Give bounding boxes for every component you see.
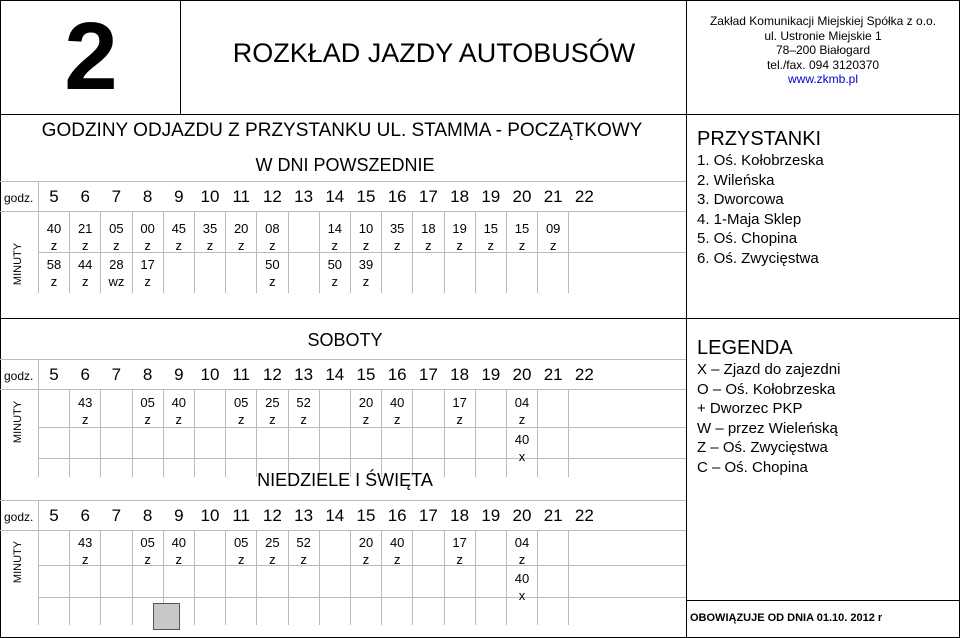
departure-minute: 05 bbox=[233, 395, 249, 410]
grid-line bbox=[319, 530, 320, 625]
departure-suffix: z bbox=[269, 552, 276, 567]
departure-suffix: z bbox=[175, 552, 183, 567]
departure-minute: 04 bbox=[514, 535, 530, 550]
hour-label: 17 bbox=[418, 187, 438, 206]
stop-item: 4. 1-Maja Sklep bbox=[697, 210, 802, 228]
hour-label: 16 bbox=[387, 365, 407, 384]
stops-list bbox=[697, 151, 957, 268]
departure-minute: 18 bbox=[421, 221, 436, 236]
company-info bbox=[686, 14, 960, 87]
company-street: ul. Ustronie Miejskie 1 bbox=[764, 28, 882, 43]
departure-suffix: z bbox=[425, 238, 432, 253]
departure-minute: 15 bbox=[483, 221, 499, 236]
hour-label: 15 bbox=[356, 187, 376, 206]
line-number: 2 bbox=[64, 3, 116, 110]
grid-line bbox=[0, 181, 686, 182]
hour-label: 10 bbox=[200, 506, 220, 525]
stop-item: 5. Oś. Chopina bbox=[697, 230, 798, 247]
company-city: 78–200 Białogard bbox=[775, 43, 871, 57]
grid-line bbox=[568, 530, 569, 625]
grid-line bbox=[100, 530, 101, 625]
departure-suffix: z bbox=[237, 552, 245, 567]
departure-suffix: z bbox=[456, 552, 463, 567]
hour-label: 9 bbox=[174, 187, 184, 206]
departure-suffix: z bbox=[518, 552, 526, 567]
departure-suffix: z bbox=[50, 238, 58, 253]
departure-suffix: z bbox=[81, 552, 89, 567]
hour-label: 14 bbox=[325, 506, 345, 525]
company-phone: tel./fax. 094 3120370 bbox=[766, 57, 880, 72]
departure-suffix: z bbox=[518, 412, 526, 427]
hour-label: 13 bbox=[294, 506, 314, 525]
hour-label: 13 bbox=[294, 365, 314, 384]
departure-minute: 09 bbox=[545, 221, 561, 236]
departure-minute: 52 bbox=[296, 395, 311, 410]
departure-minute: 17 bbox=[452, 395, 467, 410]
departure-suffix: z bbox=[237, 412, 245, 427]
hour-label: 6 bbox=[80, 187, 90, 206]
hour-label: 17 bbox=[418, 365, 438, 384]
departure-minute: 15 bbox=[514, 221, 530, 236]
weekday-title: W DNI POWSZEDNIE bbox=[255, 155, 435, 175]
page-title: ROZKŁAD JAZDY AUTOBUSÓW bbox=[232, 38, 636, 68]
legend-item: Z – Oś. Zwycięstwa bbox=[697, 439, 828, 456]
grid-line bbox=[38, 597, 686, 598]
grid-line bbox=[319, 389, 320, 477]
godz-label: godz. bbox=[4, 510, 34, 524]
departure-suffix: z bbox=[393, 238, 401, 253]
hour-label: 17 bbox=[418, 506, 438, 525]
departure-suffix: z bbox=[456, 412, 463, 427]
departure-suffix: z bbox=[81, 238, 89, 253]
hour-label: 6 bbox=[80, 365, 90, 384]
departure-minute: 21 bbox=[77, 221, 93, 236]
hour-label: 22 bbox=[574, 365, 594, 384]
departure-suffix: z bbox=[144, 552, 151, 567]
hour-label: 15 bbox=[356, 506, 376, 525]
departure-minute: 04 bbox=[514, 395, 530, 410]
hour-label: 19 bbox=[481, 365, 501, 384]
legend-item: O – Oś. Kołobrzeska bbox=[697, 380, 836, 398]
departure-minute: 20 bbox=[358, 535, 374, 550]
hour-label: 22 bbox=[574, 506, 594, 525]
minuty-label: MINUTY bbox=[12, 242, 24, 286]
departure-suffix: z bbox=[206, 238, 214, 253]
grey-marker-square bbox=[153, 603, 180, 630]
departure-suffix: x bbox=[518, 449, 526, 464]
grid-line bbox=[475, 530, 476, 625]
hour-label: 9 bbox=[174, 365, 184, 384]
departure-minute: 25 bbox=[265, 535, 280, 550]
departure-minute: 35 bbox=[389, 221, 405, 236]
hour-label: 16 bbox=[387, 187, 407, 206]
departure-suffix: z bbox=[549, 238, 557, 253]
validity-date: OBOWIĄZUJE OD DNIA 01.10. 2012 r bbox=[690, 612, 883, 624]
departure-minute: 43 bbox=[77, 395, 93, 410]
hour-label: 22 bbox=[574, 187, 594, 206]
hour-label: 13 bbox=[294, 187, 314, 206]
hour-label: 8 bbox=[142, 187, 153, 206]
departure-minute: 40 bbox=[514, 571, 530, 586]
legend-item: C – Oś. Chopina bbox=[697, 458, 808, 476]
departure-suffix: z bbox=[269, 274, 276, 289]
hour-label: 16 bbox=[387, 506, 407, 525]
stops-title: PRZYSTANKI bbox=[697, 128, 822, 150]
grid-line bbox=[0, 211, 686, 212]
departure-minute: 40 bbox=[389, 395, 405, 410]
departure-suffix: z bbox=[269, 412, 276, 427]
departure-suffix: z bbox=[300, 552, 307, 567]
hour-label: 12 bbox=[262, 365, 282, 384]
departure-minute: 20 bbox=[233, 221, 249, 236]
departure-minute: 19 bbox=[452, 221, 467, 236]
minuty-label: MINUTY bbox=[12, 400, 24, 444]
grid-line bbox=[568, 389, 569, 477]
grid-line bbox=[38, 458, 686, 459]
departure-suffix: z bbox=[362, 412, 370, 427]
hour-label: 21 bbox=[543, 187, 563, 206]
legend-title: LEGENDA bbox=[697, 337, 793, 359]
departure-suffix: z bbox=[487, 238, 495, 253]
hour-label: 21 bbox=[543, 506, 563, 525]
departure-minute: 44 bbox=[77, 257, 93, 272]
hour-label: 8 bbox=[142, 365, 153, 384]
legend-item: W – przez Wieleńską bbox=[697, 419, 838, 437]
departure-suffix: x bbox=[518, 588, 526, 603]
departure-suffix: z bbox=[144, 238, 151, 253]
departure-minute: 17 bbox=[140, 257, 155, 272]
departure-suffix: z bbox=[113, 238, 120, 253]
hour-label: 6 bbox=[80, 506, 90, 525]
grid-line bbox=[475, 389, 476, 477]
hour-label: 10 bbox=[200, 187, 220, 206]
hour-label: 9 bbox=[174, 506, 184, 525]
stop-item: 6. Oś. Zwycięstwa bbox=[697, 249, 819, 267]
hour-label: 8 bbox=[142, 506, 153, 525]
legend-item: + Dworzec PKP bbox=[697, 400, 803, 417]
hour-label: 7 bbox=[111, 365, 122, 384]
departure-minute: 58 bbox=[46, 257, 62, 272]
departure-minute: 28 bbox=[109, 257, 124, 272]
departure-minute: 43 bbox=[77, 535, 93, 550]
legend-list bbox=[697, 360, 957, 477]
departure-minute: 05 bbox=[233, 535, 249, 550]
godz-label: godz. bbox=[4, 369, 34, 383]
departure-suffix: z bbox=[269, 238, 276, 253]
departure-minute: 50 bbox=[265, 257, 280, 272]
hour-label: 5 bbox=[49, 187, 59, 206]
godz-label: godz. bbox=[4, 191, 34, 205]
departure-suffix: z bbox=[300, 412, 307, 427]
departure-minute: 50 bbox=[327, 257, 343, 272]
section-header: GODZINY ODJAZDU Z PRZYSTANKU UL. STAMMA - POCZĄTKOWY bbox=[41, 120, 643, 141]
company-website-link[interactable]: www.zkmb.pl bbox=[787, 72, 858, 86]
departure-minute: 40 bbox=[514, 432, 530, 447]
hour-label: 12 bbox=[262, 187, 282, 206]
hour-label: 20 bbox=[512, 365, 532, 384]
grid-line bbox=[0, 500, 686, 501]
departure-suffix: z bbox=[362, 552, 370, 567]
grid-line bbox=[537, 389, 538, 477]
departure-minute: 05 bbox=[140, 535, 155, 550]
grid-line bbox=[0, 530, 686, 531]
hour-label: 11 bbox=[232, 365, 251, 384]
grid-line bbox=[0, 389, 686, 390]
departure-suffix: z bbox=[50, 274, 58, 289]
departure-minute: 10 bbox=[358, 221, 374, 236]
hour-label: 18 bbox=[450, 187, 470, 206]
grid-line bbox=[100, 389, 101, 477]
legend-panel bbox=[697, 337, 957, 477]
hour-label: 15 bbox=[356, 365, 376, 384]
hour-label: 7 bbox=[111, 506, 122, 525]
stop-item: 1. Oś. Kołobrzeska bbox=[697, 152, 824, 169]
hour-label: 19 bbox=[481, 187, 501, 206]
grid-line bbox=[412, 389, 413, 477]
grid-line bbox=[412, 530, 413, 625]
hour-label: 21 bbox=[543, 365, 563, 384]
departure-suffix: z bbox=[362, 238, 370, 253]
hour-label: 20 bbox=[512, 187, 532, 206]
stop-item: 3. Dworcowa bbox=[697, 191, 784, 208]
grid-line bbox=[194, 389, 195, 477]
departure-suffix: z bbox=[175, 238, 183, 253]
departure-suffix: z bbox=[518, 238, 526, 253]
hour-label: 11 bbox=[232, 506, 251, 525]
hour-label: 19 bbox=[481, 506, 501, 525]
company-name: Zakład Komunikacji Miejskiej Spółka z o.o. bbox=[709, 14, 937, 28]
hour-label: 11 bbox=[232, 187, 251, 206]
departure-minute: 14 bbox=[327, 221, 343, 236]
grid-line bbox=[38, 359, 39, 477]
departure-suffix: z bbox=[393, 552, 401, 567]
stop-item: 2. Wileńska bbox=[697, 171, 775, 189]
stops-panel bbox=[697, 128, 957, 268]
departure-minute: 40 bbox=[46, 221, 62, 236]
departure-suffix: z bbox=[237, 238, 245, 253]
departure-minute: 20 bbox=[358, 395, 374, 410]
saturday-title: SOBOTY bbox=[307, 330, 383, 350]
departure-suffix: z bbox=[175, 412, 183, 427]
hour-label: 14 bbox=[325, 187, 345, 206]
hour-label: 5 bbox=[49, 506, 59, 525]
departure-minute: 40 bbox=[171, 535, 187, 550]
hour-label: 10 bbox=[200, 365, 220, 384]
sunday-title: NIEDZIELE I ŚWIĘTA bbox=[257, 470, 433, 490]
hour-label: 14 bbox=[325, 365, 345, 384]
departure-suffix: z bbox=[362, 274, 370, 289]
departure-minute: 35 bbox=[202, 221, 218, 236]
departure-suffix: z bbox=[331, 238, 339, 253]
departure-suffix: z bbox=[393, 412, 401, 427]
departure-minute: 25 bbox=[265, 395, 280, 410]
hour-label: 18 bbox=[450, 506, 470, 525]
departure-minute: 45 bbox=[171, 221, 187, 236]
departure-minute: 05 bbox=[109, 221, 124, 236]
departure-minute: 39 bbox=[358, 257, 374, 272]
grid-line bbox=[194, 530, 195, 625]
hour-label: 5 bbox=[49, 365, 59, 384]
departure-suffix: z bbox=[81, 412, 89, 427]
departure-suffix: z bbox=[81, 274, 89, 289]
grid-line bbox=[38, 500, 39, 625]
departure-suffix: z bbox=[144, 412, 151, 427]
hour-label: 20 bbox=[512, 506, 532, 525]
minuty-label: MINUTY bbox=[12, 540, 24, 584]
departure-minute: 40 bbox=[389, 535, 405, 550]
legend-item: X – Zjazd do zajezdni bbox=[697, 361, 841, 378]
departure-minute: 17 bbox=[452, 535, 467, 550]
departure-minute: 08 bbox=[265, 221, 280, 236]
departure-minute: 52 bbox=[296, 535, 311, 550]
departure-minute: 00 bbox=[140, 221, 155, 236]
hour-label: 18 bbox=[450, 365, 470, 384]
grid-line bbox=[0, 359, 686, 360]
departure-minute: 05 bbox=[140, 395, 155, 410]
hour-label: 7 bbox=[111, 187, 122, 206]
departure-suffix: wz bbox=[108, 274, 125, 289]
departure-suffix: z bbox=[456, 238, 463, 253]
departure-suffix: z bbox=[144, 274, 151, 289]
grid-line bbox=[537, 530, 538, 625]
departure-suffix: z bbox=[331, 274, 339, 289]
departure-minute: 40 bbox=[171, 395, 187, 410]
hour-label: 12 bbox=[262, 506, 282, 525]
